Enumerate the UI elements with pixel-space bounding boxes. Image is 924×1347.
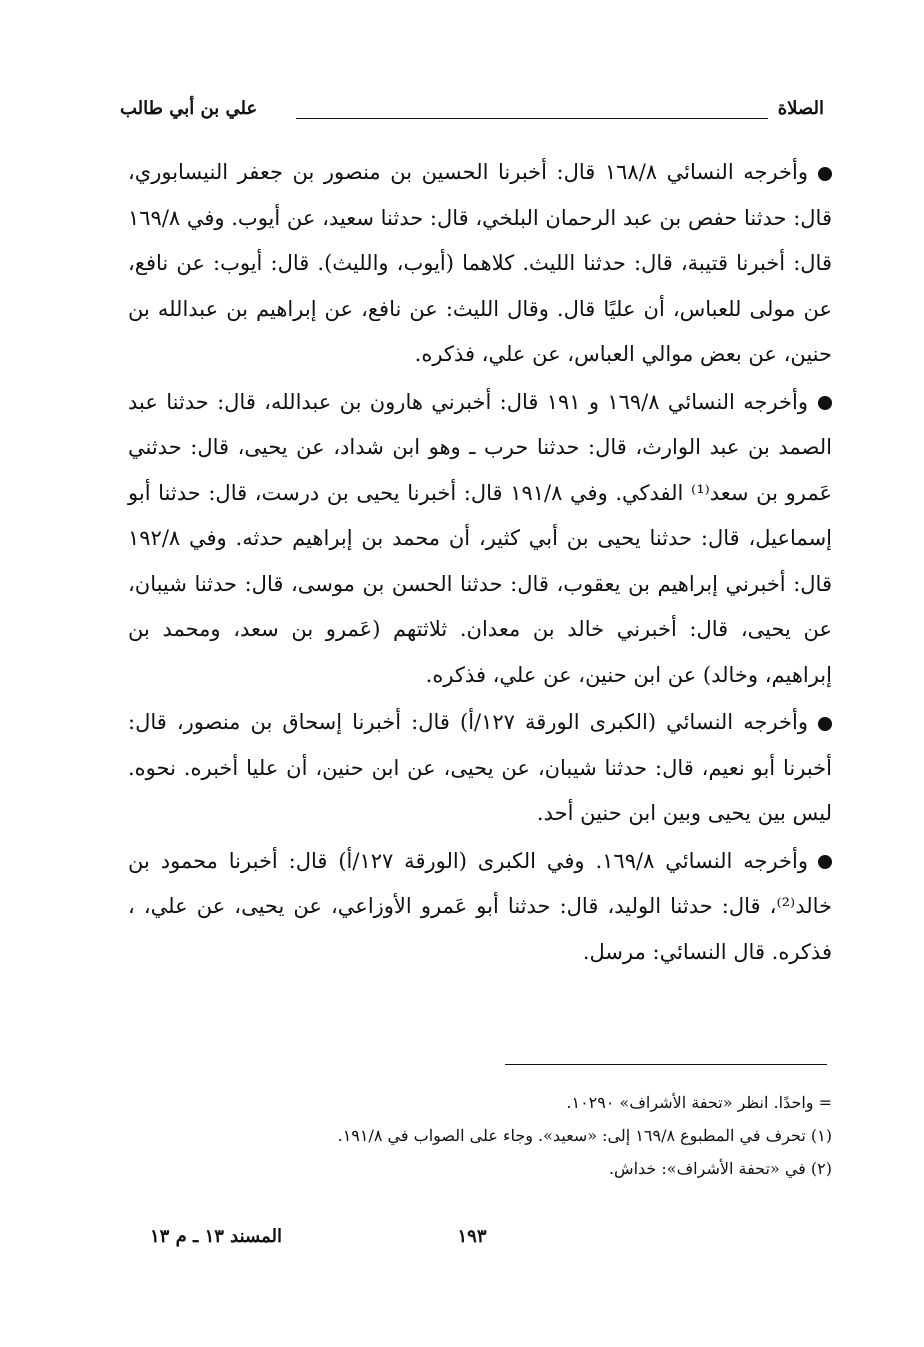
bullet-icon <box>818 855 832 869</box>
paragraph-text: وأخرجه النسائي ١٦٩/٨. وفي الكبرى (الورقة ١٢٧/أ) قال: أخبرنا محمود بن خالد⁽²⁾، قال: حدثنا الوليد، قال: حدثنا أبو عَمرو الأوزاعي، عن يحيى، عن علي، ، فذكره. قال النسائي: مرسل. <box>128 848 832 964</box>
footnotes <box>128 1086 832 1185</box>
section-title: الصلاة <box>777 98 824 119</box>
paragraph-text: وأخرجه النسائي (الكبرى الورقة ١٢٧/أ) قال: أخبرنا إسحاق بن منصور، قال: أخبرنا أبو نعيم، قال: حدثنا شيبان، عن يحيى، عن ابن حنين، أن عليا أخبره. نحوه. ليس بين يحيى وبين ابن حنين أحد. <box>128 710 832 825</box>
running-header <box>120 98 824 132</box>
paragraph-text: وأخرجه النسائي ١٦٩/٨ و ١٩١ قال: أخبرني هارون بن عبدالله، قال: حدثنا عبد الصمد بن عبد الوارث، قال: حدثنا حرب ـ وهو ابن شداد، عن يحيى، قال: حدثني عَمرو بن سعد⁽¹⁾ الفدكي. وفي ١٩١/٨ قال: أخبرنا يحيى بن درست، قال: حدثنا أبو إسماعيل، قال: حدثنا يحيى بن أبي كثير، أن محمد بن إبراهيم حدثه. وفي ١٩٢/٨ قال: أخبرني إبراهيم بن يعقوب، قال: حدثنا الحسن بن موسى، قال: حدثنا شيبان، عن يحيى، قال: أخبرني خالد بن معدان. ثلاثتهم (عَمرو بن سعد، ومحمد بن إبراهيم، وخالد) عن ابن حنين، عن علي، فذكره. <box>128 389 832 687</box>
bullet-icon <box>818 717 832 731</box>
header-rule <box>296 118 768 119</box>
paragraph <box>128 700 832 837</box>
footnote-rule <box>505 1064 827 1065</box>
paragraph <box>128 150 832 378</box>
footnote: (٢) في «تحفة الأشراف»: خداش. <box>608 1159 832 1178</box>
bullet-icon <box>818 396 832 410</box>
bullet-icon <box>818 167 832 181</box>
chapter-title: علي بن أبي طالب <box>120 98 258 119</box>
footnote: (١) تحرف في المطبوع ١٦٩/٨ إلى: «سعيد». وجاء على الصواب في ١٩١/٨. <box>337 1126 832 1145</box>
main-text <box>128 150 832 977</box>
page-footer <box>120 1226 824 1256</box>
footnote: = واحدًا. انظر «تحفة الأشراف» ١٠٢٩٠. <box>566 1093 832 1112</box>
page-number: ١٩٣ <box>457 1226 487 1247</box>
paragraph-text: وأخرجه النسائي ١٦٨/٨ قال: أخبرنا الحسين بن منصور بن جعفر النيسابوري، قال: حدثنا حفص بن عبد الرحمان البلخي، قال: حدثنا سعيد، عن أيوب. وفي ١٦٩/٨ قال: أخبرنا قتيبة، قال: حدثنا الليث. كلاهما (أيوب، والليث). قال: أيوب: عن نافع، عن مولى للعباس، أن عليًا قال. وقال الليث: عن نافع، عن إبراهيم بن عبدالله بن حنين، عن بعض موالي العباس، عن علي، فذكره. <box>128 160 832 366</box>
signature-mark: المسند ١٣ ـ م ١٣ <box>150 1226 283 1247</box>
paragraph <box>128 839 832 976</box>
paragraph <box>128 380 832 699</box>
